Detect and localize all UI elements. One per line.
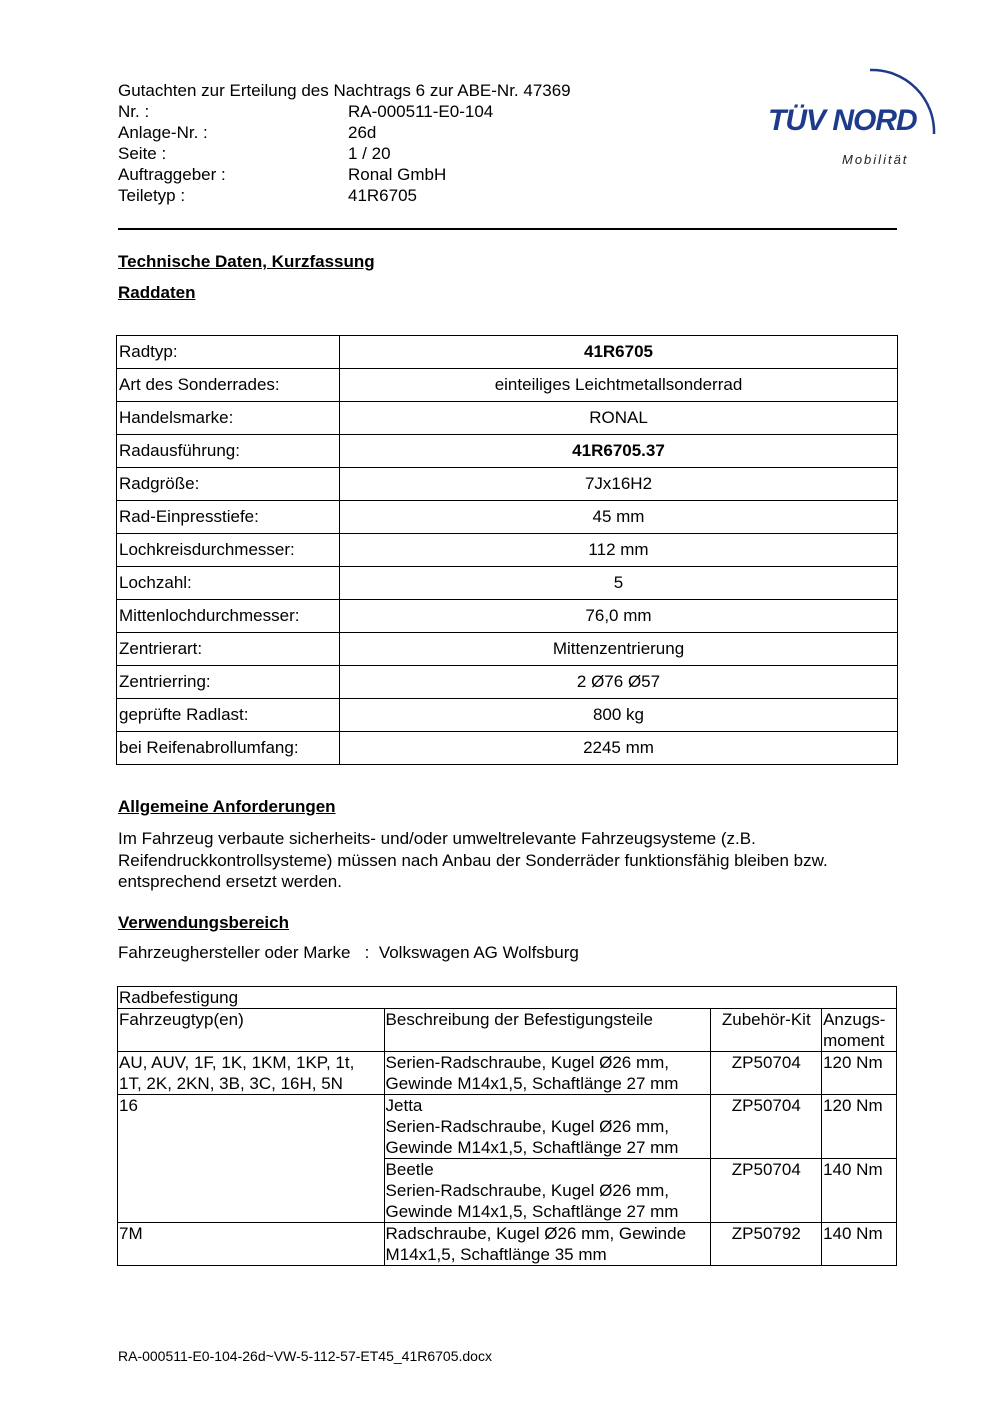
fixing-description: Serien-Radschraube, Kugel Ø26 mm, Gewinde M14x1,5, Schaftlänge 27 mm: [384, 1052, 711, 1095]
wheel-data-value: 45 mm: [340, 501, 898, 534]
wheel-data-label: Zentrierring:: [117, 666, 340, 699]
wheel-data-value: 41R6705: [340, 336, 898, 369]
tuev-nord-logo: [760, 56, 950, 176]
kit-number: ZP50704: [711, 1159, 822, 1223]
fixing-description: Radschraube, Kugel Ø26 mm, Gewinde M14x1,5, Schaftlänge 35 mm: [384, 1223, 711, 1266]
table-row: [117, 336, 898, 369]
table-row: [118, 1052, 897, 1095]
wheel-data-label: Radgröße:: [117, 468, 340, 501]
wheel-data-value: 7Jx16H2: [340, 468, 898, 501]
wheel-data-label: Radausführung:: [117, 435, 340, 468]
wheel-data-label: Zentrierart:: [117, 633, 340, 666]
table-row: [118, 1223, 897, 1266]
torque-value: 120 Nm: [822, 1095, 897, 1159]
torque-value: 140 Nm: [822, 1223, 897, 1266]
wheel-data-value: einteiliges Leichtmetallsonderrad: [340, 369, 898, 402]
fixing-title: Radbefestigung: [118, 987, 897, 1009]
wheel-data-label: bei Reifenabrollumfang:: [117, 732, 340, 765]
requirements-text: Im Fahrzeug verbaute sicherheits- und/oder umweltrelevante Fahrzeugsysteme (z.B. Reifendruckkontrollsysteme) müssen nach Anbau der Sonderräder funktionsfähig bleiben bzw. entsprechend ersetzt werden.: [118, 829, 828, 891]
vehicle-types: 7M: [118, 1223, 385, 1266]
wheel-data-label: Lochzahl:: [117, 567, 340, 600]
footer-filename: RA-000511-E0-104-26d~VW-5-112-57-ET45_41R6705.docx: [118, 1348, 492, 1364]
wheel-data-label: Rad-Einpresstiefe:: [117, 501, 340, 534]
wheel-data-value: 2245 mm: [340, 732, 898, 765]
wheel-data-label: Mittenlochdurchmesser:: [117, 600, 340, 633]
wheel-data-value: 5: [340, 567, 898, 600]
wheel-data-value: 800 kg: [340, 699, 898, 732]
wheel-data-label: Lochkreisdurchmesser:: [117, 534, 340, 567]
table-row: [117, 369, 898, 402]
usage-manufacturer: Fahrzeughersteller oder Marke : Volkswagen AG Wolfsburg: [118, 943, 579, 962]
wheel-data-value: 41R6705.37: [340, 435, 898, 468]
kit-number: ZP50792: [711, 1223, 822, 1266]
vehicle-types: AU, AUV, 1F, 1K, 1KM, 1KP, 1t, 1T, 2K, 2KN, 3B, 3C, 16H, 5N: [118, 1052, 385, 1095]
header-divider: [118, 228, 897, 230]
kit-number: ZP50704: [711, 1052, 822, 1095]
table-row: [117, 468, 898, 501]
fixing-title-row: [118, 987, 897, 1009]
table-row: [117, 567, 898, 600]
header-kit: Zubehör-Kit: [711, 1009, 822, 1052]
fixing-description: Jetta Serien-Radschraube, Kugel Ø26 mm, Gewinde M14x1,5, Schaftlänge 27 mm: [384, 1095, 711, 1159]
torque-value: 140 Nm: [822, 1159, 897, 1223]
kit-number: ZP50704: [711, 1095, 822, 1159]
wheel-data-heading: Raddaten: [118, 283, 196, 302]
fixing-description: Beetle Serien-Radschraube, Kugel Ø26 mm, Gewinde M14x1,5, Schaftlänge 27 mm: [384, 1159, 711, 1223]
logo-subtitle: Mobilität: [842, 152, 909, 167]
document-header: [118, 80, 571, 206]
table-row: [117, 600, 898, 633]
wheel-data-table: [116, 335, 898, 765]
header-row-anlage: Anlage-Nr. : 26d: [118, 123, 377, 142]
wheel-data-label: Handelsmarke:: [117, 402, 340, 435]
header-row-seite: Seite : 1 / 20: [118, 144, 391, 163]
header-row-nr: Nr. : RA-000511-E0-104: [118, 102, 494, 121]
table-row: [117, 534, 898, 567]
wheel-data-label: Radtyp:: [117, 336, 340, 369]
table-row: [117, 699, 898, 732]
header-description: Beschreibung der Befestigungsteile: [384, 1009, 711, 1052]
wheel-data-value: RONAL: [340, 402, 898, 435]
table-row: [117, 435, 898, 468]
table-row: [117, 732, 898, 765]
wheel-data-value: 76,0 mm: [340, 600, 898, 633]
table-row: [118, 1095, 897, 1159]
wheel-data-label: Art des Sonderrades:: [117, 369, 340, 402]
requirements-heading: Allgemeine Anforderungen: [118, 797, 336, 816]
wheel-fixing-table: [117, 986, 897, 1266]
usage-heading: Verwendungsbereich: [118, 913, 289, 932]
header-row-teiletyp: Teiletyp : 41R6705: [118, 186, 418, 205]
document-title: Gutachten zur Erteilung des Nachtrags 6 zur ABE-Nr. 47369: [118, 81, 571, 100]
logo-wordmark: TÜV NORD: [768, 104, 917, 137]
vehicle-types: 16: [118, 1095, 385, 1223]
table-row: [117, 633, 898, 666]
fixing-header-row: [118, 1009, 897, 1052]
section-title: Technische Daten, Kurzfassung: [118, 252, 375, 271]
wheel-data-value: 2 Ø76 Ø57: [340, 666, 898, 699]
wheel-data-label: geprüfte Radlast:: [117, 699, 340, 732]
header-row-auftraggeber: Auftraggeber : Ronal GmbH: [118, 165, 447, 184]
header-torque: Anzugs- moment: [822, 1009, 897, 1052]
torque-value: 120 Nm: [822, 1052, 897, 1095]
table-row: [117, 501, 898, 534]
wheel-data-value: Mittenzentrierung: [340, 633, 898, 666]
wheel-data-value: 112 mm: [340, 534, 898, 567]
table-row: [117, 666, 898, 699]
table-row: [117, 402, 898, 435]
header-vehicle-types: Fahrzeugtyp(en): [118, 1009, 385, 1052]
